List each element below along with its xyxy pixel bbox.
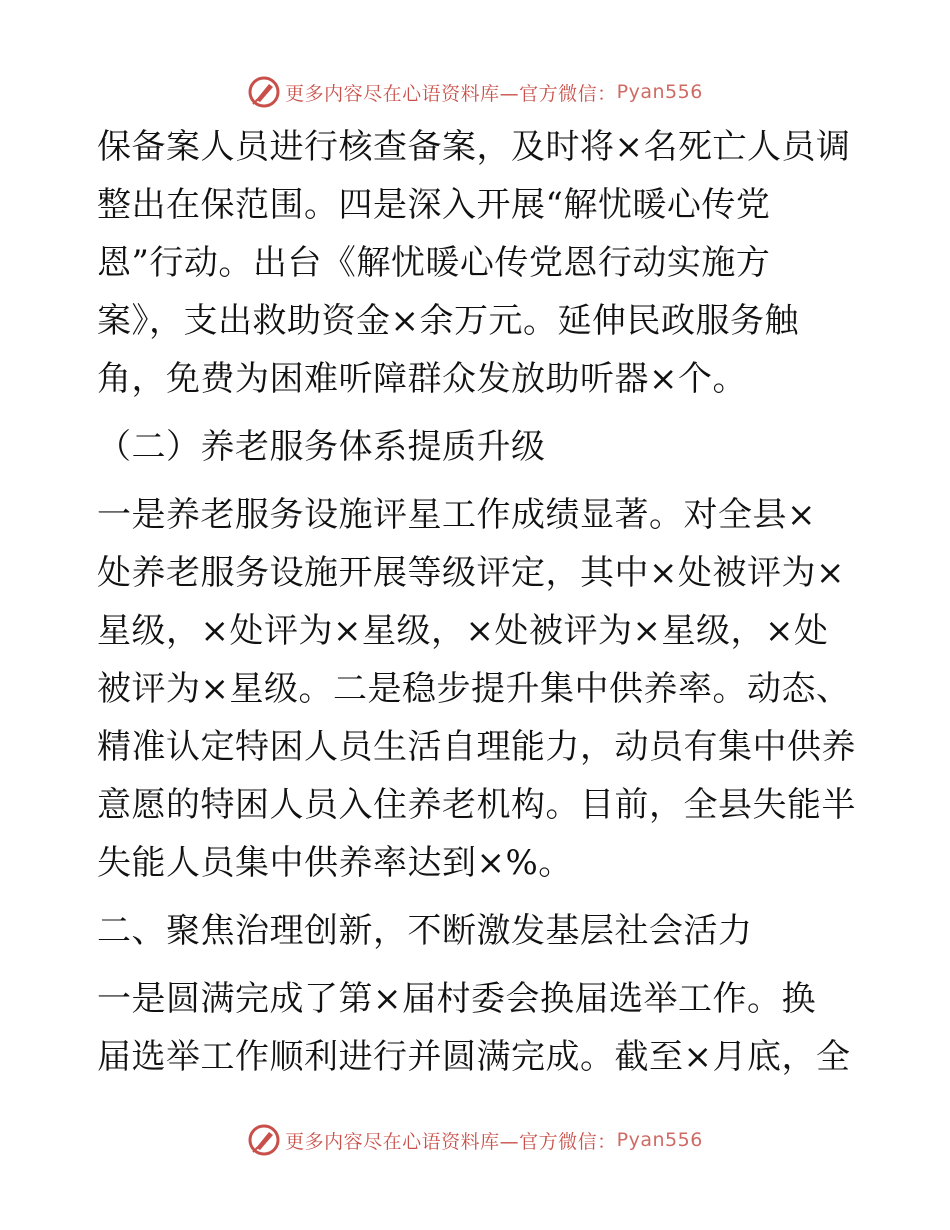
watermark-text: 更多内容尽在心语资料库—官方微信：	[285, 82, 617, 105]
text-line: 精准认定特困人员生活自理能力，动员有集中供养	[97, 727, 856, 767]
section-heading: 二、聚焦治理创新，不断激发基层社会活力	[97, 911, 753, 951]
text-line: 星级，×处评为×星级，×处被评为×星级，×处	[97, 611, 829, 651]
document-body	[97, 118, 857, 1086]
text-line: 恩”行动。出台《解忧暖心传党恩行动实施方	[97, 243, 771, 283]
text-line: 处养老服务设施开展等级评定，其中×处被评为×	[97, 553, 845, 593]
text-line: 案》，支出救助资金×余万元。延伸民政服务触	[97, 301, 799, 341]
watermark-header	[0, 72, 950, 112]
text-line: 整出在保范围。四是深入开展“解忧暖心传党	[97, 185, 771, 225]
watermark-wechat-id: Pyan556	[616, 1129, 703, 1151]
watermark-wechat-id: Pyan556	[616, 81, 703, 103]
text-line: 角，免费为困难听障群众发放助听器×个。	[97, 359, 747, 399]
text-line: 届选举工作顺利进行并圆满完成。截至×月底，全	[97, 1037, 851, 1077]
text-line: 失能人员集中供养率达到×%。	[97, 843, 573, 883]
text-line: 一是养老服务设施评星工作成绩显著。对全县×	[97, 495, 816, 535]
watermark-text: 更多内容尽在心语资料库—官方微信：	[285, 1130, 617, 1153]
pen-seal-logo-icon	[247, 1123, 281, 1157]
watermark-footer	[0, 1120, 950, 1160]
section-heading: （二）养老服务体系提质升级	[97, 427, 546, 467]
text-line: 一是圆满完成了第×届村委会换届选举工作。换	[97, 979, 816, 1019]
text-line: 被评为×星级。二是稳步提升集中供养率。动态、	[97, 669, 851, 709]
text-line: 保备案人员进行核查备案，及时将×名死亡人员调	[97, 127, 851, 167]
text-line: 意愿的特困人员入住养老机构。目前，全县失能半	[97, 785, 856, 825]
pen-seal-logo-icon	[247, 75, 281, 109]
